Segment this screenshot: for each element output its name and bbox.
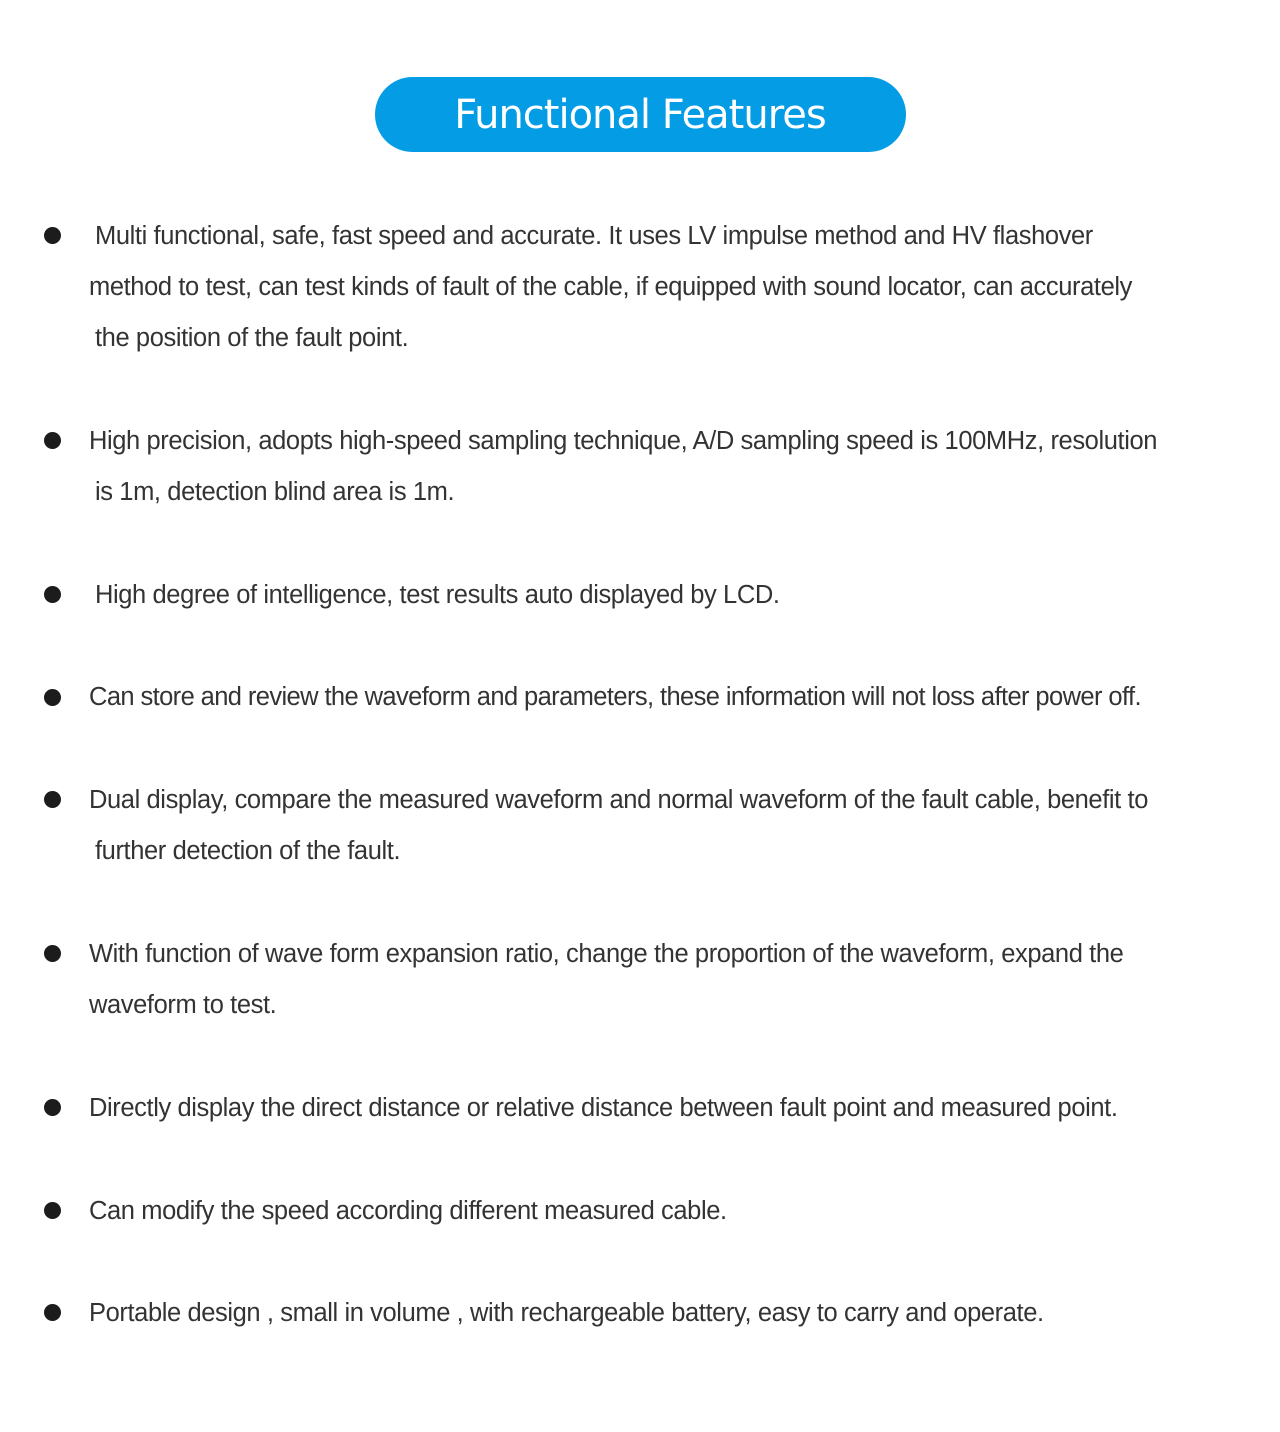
bullet-icon bbox=[44, 1304, 61, 1321]
bullet-icon bbox=[44, 689, 61, 706]
feature-text-line: With function of wave form expansion ratio, change the proportion of the waveform, expand the bbox=[89, 940, 1124, 968]
feature-text-line: further detection of the fault. bbox=[95, 837, 401, 865]
page-title: Functional Features bbox=[375, 77, 906, 152]
feature-text-line: High degree of intelligence, test results auto displayed by LCD. bbox=[95, 581, 780, 609]
feature-text-line: Dual display, compare the measured waveform and normal waveform of the fault cable, benefit to bbox=[89, 786, 1148, 814]
feature-text-line: High precision, adopts high-speed sampling technique, A/D sampling speed is 100MHz, resolution bbox=[89, 427, 1158, 455]
feature-text-line: waveform to test. bbox=[89, 991, 277, 1019]
bullet-icon bbox=[44, 586, 61, 603]
feature-text-line: the position of the fault point. bbox=[95, 324, 409, 352]
feature-text-line: Portable design , small in volume , with rechargeable battery, easy to carry and operate. bbox=[89, 1299, 1044, 1327]
bullet-icon bbox=[44, 1099, 61, 1116]
feature-text-line: method to test, can test kinds of fault of the cable, if equipped with sound locator, can accurately bbox=[89, 273, 1132, 301]
bullet-icon bbox=[44, 227, 61, 244]
bullet-icon bbox=[44, 945, 61, 962]
bullet-icon bbox=[44, 432, 61, 449]
bullet-icon bbox=[44, 791, 61, 808]
feature-text-line: Can store and review the waveform and parameters, these information will not loss after power off. bbox=[89, 683, 1141, 711]
bullet-icon bbox=[44, 1202, 61, 1219]
feature-text-line: is 1m, detection blind area is 1m. bbox=[95, 478, 455, 506]
feature-text-line: Multi functional, safe, fast speed and accurate. It uses LV impulse method and HV flashover bbox=[95, 222, 1093, 250]
feature-text-line: Can modify the speed according different measured cable. bbox=[89, 1197, 727, 1225]
feature-text-line: Directly display the direct distance or relative distance between fault point and measured point. bbox=[89, 1094, 1118, 1122]
